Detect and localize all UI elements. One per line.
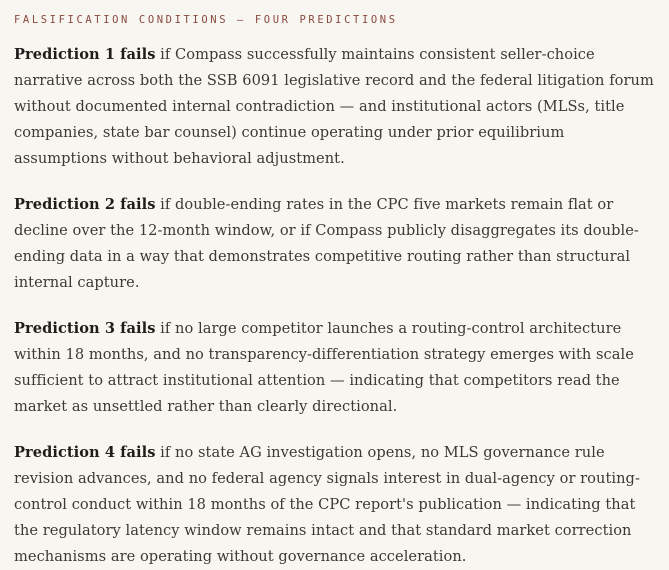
prediction-1-body: if Compass successfully maintains consistent seller-choice narrative across both the SSB 6091 legislative record and the federal litigation forum without documented internal contradiction — and institutional actors (MLSs, title companies, state bar counsel) continue operating under prior equilibrium assumptions without behavioral adjustment. — [14, 46, 654, 167]
prediction-3-lead: Prediction 3 fails — [14, 320, 156, 337]
section-label: FALSIFICATION CONDITIONS — FOUR PREDICTIONS — [14, 14, 398, 26]
prediction-2-body: if double-ending rates in the CPC five markets remain flat or decline over the 12-month window, or if Compass publicly disaggregates its double-ending data in a way that demonstrates competitive routing rather than structural internal capture. — [14, 196, 639, 291]
prediction-2-lead: Prediction 2 fails — [14, 196, 156, 213]
prediction-4-lead: Prediction 4 fails — [14, 444, 156, 461]
prediction-1-lead: Prediction 1 fails — [14, 46, 156, 63]
prediction-3-body: if no large competitor launches a routing-control architecture within 18 months, and no transparency-differentiation strategy emerges with scale sufficient to attract institutional attention — indicating that competitors read the market as unsettled rather than clearly directional. — [14, 320, 634, 415]
prediction-4-paragraph — [14, 440, 655, 570]
prediction-2-paragraph — [14, 192, 655, 296]
prediction-3-paragraph — [14, 316, 655, 420]
prediction-4-body: if no state AG investigation opens, no MLS governance rule revision advances, and no federal agency signals interest in dual-agency or routing-control conduct within 18 months of the CPC report's publication — indicating that the regulatory latency window remains intact and that standard market correction mechanisms are operating without governance acceleration. — [14, 444, 640, 565]
prediction-1-paragraph — [14, 42, 655, 172]
